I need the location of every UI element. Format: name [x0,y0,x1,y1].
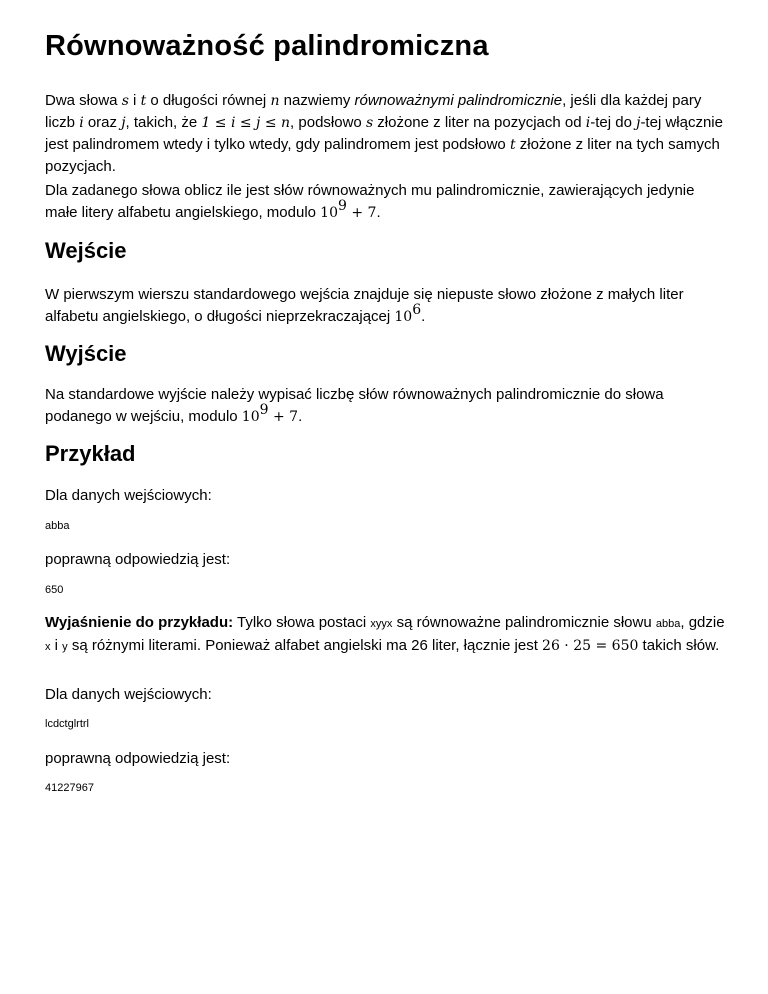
text: Na standardowe wyjście należy wypisać liczbę słów równoważnych palindromicznie do słowa podanego w wejściu, modulo [45,386,664,425]
math-number: + 7 [268,409,299,425]
example-2-answer-intro: poprawną odpowiedzią jest: [45,750,231,767]
math-var-t: t [509,137,516,153]
text: . [421,308,426,325]
math-number: 10 [394,309,413,325]
text: takich słów. [638,637,720,654]
emphasis-term: równoważnymi palindromicznie [354,92,563,109]
output-heading: Wyjście [45,341,127,366]
example-heading: Przykład [45,441,136,466]
text: . [376,204,381,221]
intro-paragraph-2 [45,180,725,224]
math-var-s: s [121,93,129,109]
page-title: Równoważność palindromiczna [45,30,489,62]
math-number: 10 [241,409,260,425]
example-explanation [45,612,725,658]
inline-code: y [62,641,68,653]
text: , jeśli dla każdej pary liczb [45,92,702,131]
math-var-j: j [121,115,126,131]
text: i [50,637,63,654]
math-var-s: s [365,115,374,131]
text: . [298,408,303,425]
text: o długości równej [146,92,271,109]
math-number: 10 [320,205,338,221]
text: Dwa słowa [45,92,122,109]
text: -tej do [590,114,637,131]
example-1-answer-intro: poprawną odpowiedzią jest: [45,551,231,568]
text: , podsłowo [290,114,366,131]
inline-code: x [45,641,51,653]
math-var-j: j [636,115,641,131]
text: nazwiemy [279,92,355,109]
input-heading: Wejście [45,238,127,263]
math-var-n: n [270,93,280,109]
output-paragraph [45,384,725,428]
text: , gdzie [680,614,725,631]
inline-code: xyyx [370,618,393,630]
example-2-output: 41227967 [45,782,94,794]
math-var-t: t [140,93,147,109]
text: są różnymi literami. Ponieważ alfabet angielski ma 26 liter, łącznie jest [67,637,543,654]
text: złożone z liter na pozycjach od [373,114,586,131]
input-paragraph [45,284,725,328]
math-exponent: 9 [337,198,347,214]
math-var-i: i [79,115,84,131]
math-number: + 7 [346,205,377,221]
text: -tej włącznie jest palindromem wtedy i tylko wtedy, gdy palindromem jest podsłowo [45,114,723,153]
text: oraz [83,114,122,131]
example-1-output: 650 [45,584,64,596]
math-expression: 26 · 25 = 650 [542,638,639,654]
example-1-intro: Dla danych wejściowych: [45,487,212,504]
example-2-intro: Dla danych wejściowych: [45,686,212,703]
math-exponent: 6 [412,302,422,318]
math-var-i: i [585,115,591,131]
example-2-input: lcdctglrtrl [45,718,90,730]
text: są równoważne palindromicznie słowu [392,614,656,631]
inline-code: abba [655,618,681,630]
text: Dla zadanego słowa oblicz ile jest słów równoważnych mu palindromicznie, zawierających jedynie małe litery alfabetu angielskiego, modulo [45,182,695,221]
text: , takich, że [125,114,202,131]
intro-paragraph-1 [45,90,725,178]
math-exponent: 9 [259,402,269,418]
text: Tylko słowa postaci [233,614,371,631]
text: i [128,92,141,109]
example-1-input: abba [45,520,70,532]
text: złożone z liter na tych samych pozycjach. [45,136,720,175]
text: W pierwszym wierszu standardowego wejścia znajduje się niepuste słowo złożone z małych liter alfabetu angielskiego, o długości nieprzekraczającej [45,286,684,325]
explanation-label: Wyjaśnienie do przykładu: [45,614,234,631]
math-condition: 1 ≤ i ≤ j ≤ n [201,115,291,131]
